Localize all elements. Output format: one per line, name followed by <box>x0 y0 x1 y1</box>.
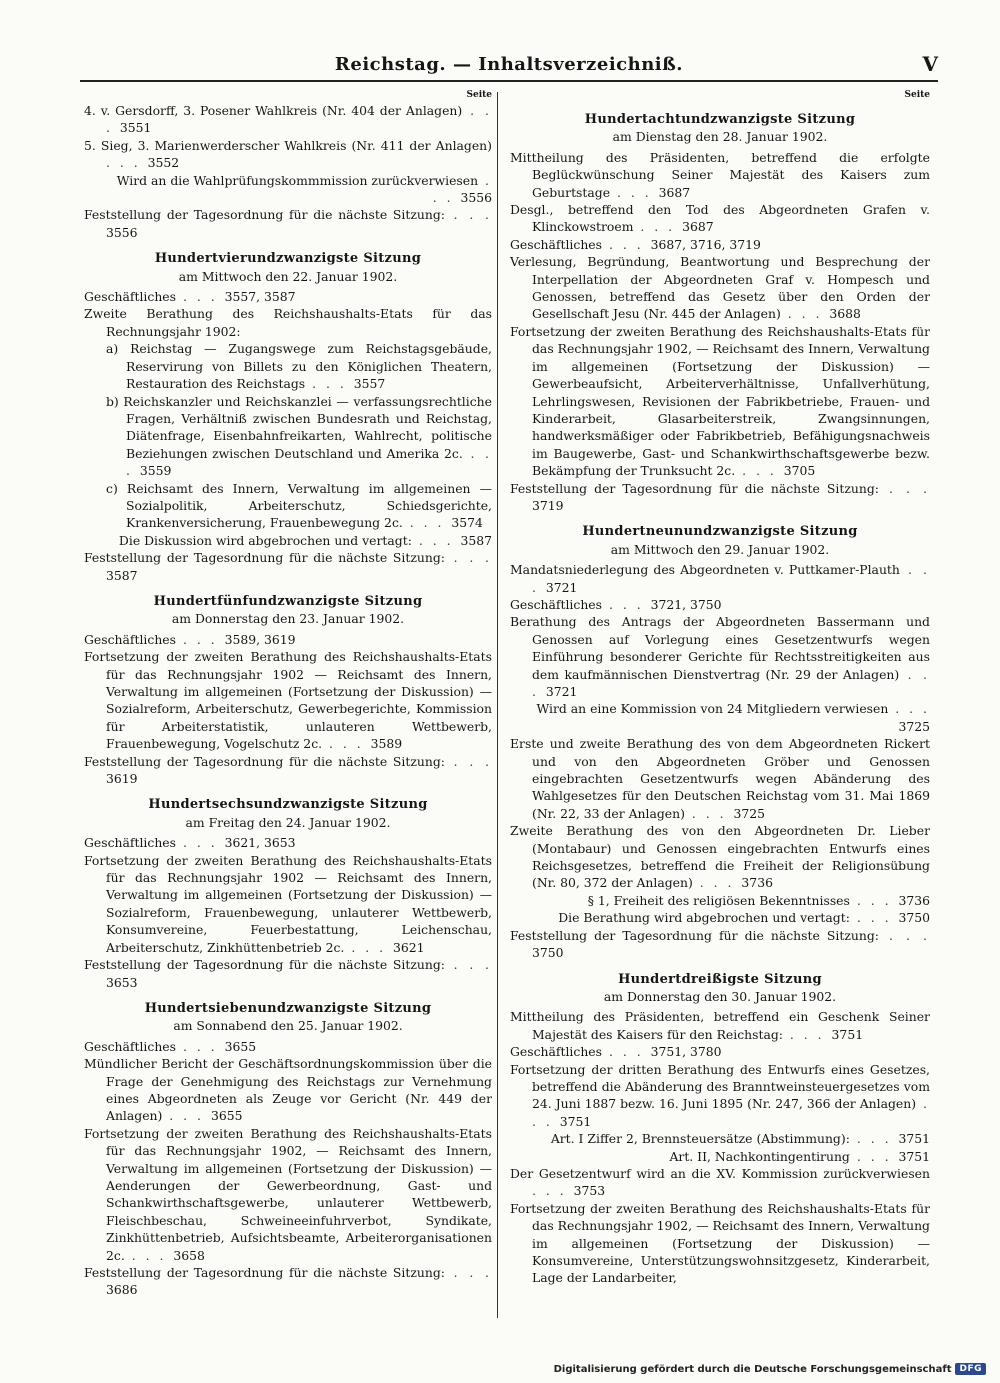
session-date: am Sonnabend den 25. Januar 1902. <box>173 1018 403 1034</box>
leader-dots: . . . <box>124 1247 174 1263</box>
leader-dots: . . . <box>322 736 371 752</box>
left-intro-entries <box>84 102 492 241</box>
leader-dots: . . . <box>532 1096 930 1129</box>
toc-entry <box>510 700 930 735</box>
toc-entry <box>84 288 492 305</box>
entry-page-number: 3750 <box>532 945 564 961</box>
toc-entry <box>510 480 930 515</box>
entry-page-number: 3719 <box>532 497 564 513</box>
toc-entry <box>84 1038 492 1055</box>
toc-entry <box>84 532 492 549</box>
leader-dots: . . . <box>849 1148 899 1164</box>
entry-page-number: 3751 <box>898 1148 930 1164</box>
entry-text: Zweite Berathung des von den Abgeordneten Dr. Lieber (Montabaur) und Genossen eingebrachten Entwurfs eines Reichsgesetzes, betreffend die Freiheit der Religionsübung (Nr. 80, 372 der Anlagen) <box>510 823 930 891</box>
page-number: V <box>922 52 938 76</box>
leader-dots: . . . <box>735 463 784 479</box>
footer-credit <box>554 1363 986 1375</box>
leader-dots: . . . <box>411 532 461 548</box>
toc-entry <box>84 480 492 532</box>
entry-text: Fortsetzung der zweiten Berathung des Reichshaushalts-Etats für das Rechnungsjahr 1902, — Reichsamt des Innern, Verwaltung im allgemeinen (Fortsetzung der Diskussion) — Konsumvereine, Unterstützungswohnsitzgesetz, Kinderarbeit, Lage der Landarbeiter, <box>510 1200 930 1286</box>
leader-dots: . . . <box>782 1026 832 1042</box>
entry-text: c) Reichsamt des Innern, Verwaltung im allgemeinen — Sozialpolitik, Arbeiterschutz, Schiedsgerichte, Krankenversicherung, Frauenbewegung 2c. <box>106 480 492 531</box>
right-sessions <box>510 111 930 1287</box>
entry-text: Mündlicher Bericht der Geschäftsordnungskommission über die Frage der Genehmigung des Reichstags zur Vernehmung eines Abgeordneten als Zeuge vor Gericht (Nr. 449 der Anlagen) <box>84 1056 492 1124</box>
entry-text: Zweite Berathung des Reichshaushalts-Etats für das Rechnungsjahr 1902: <box>84 306 492 339</box>
entry-text: Der Gesetzentwurf wird an die XV. Kommission zurückverwiesen <box>510 1165 930 1181</box>
seite-label: Seite <box>466 90 492 100</box>
entry-text: Die Diskussion wird abgebrochen und vertagt: <box>118 532 412 548</box>
entry-text: Fortsetzung der zweiten Berathung des Reichshaushalts-Etats für das Rechnungsjahr 1902 — Reichsamt des Innern, Verwaltung im allgemeinen (Fortsetzung der Diskussion) — Sozialreform, Arbeiterschutz, Gewerbegerichte, Kommission für Arbeiterstatistik, unlauteren Wettbewerb, Frauenbewegung, Vogelschutz 2c. <box>84 649 492 752</box>
session-title: Hundertsiebenundzwanzigste Sitzung <box>144 1000 432 1016</box>
entry-page-number: 3687 <box>682 219 714 235</box>
session-date: am Dienstag den 28. Januar 1902. <box>612 129 828 145</box>
leader-dots: . . . <box>444 957 492 973</box>
entry-text: Erste und zweite Berathung des von dem Abgeordneten Rickert und von den Abgeordneten Gröber und Genossen eingebrachten Gesetzentwurfs wegen Abänderung des Wahlgesetzes für den Deutschen Reichstag vom 31. Mai 1869 (Nr. 22, 33 der Anlagen) <box>510 736 930 821</box>
seite-label: Seite <box>904 90 930 100</box>
leader-dots: . . . <box>162 1108 211 1124</box>
toc-entry <box>510 149 930 201</box>
toc-entry <box>84 1055 492 1125</box>
toc-entry <box>84 340 492 392</box>
entry-text: Feststellung der Tagesordnung für die nächste Sitzung: <box>84 957 445 973</box>
entry-page-number: 3589 <box>370 736 403 752</box>
entry-page-number: 3556 <box>460 190 492 206</box>
leader-dots: . . . <box>780 306 830 322</box>
leader-dots: . . . <box>176 835 225 851</box>
entry-page-number: 3559 <box>139 463 172 479</box>
leader-dots: . . . <box>633 219 683 235</box>
entry-page-number: 3751, 3780 <box>650 1044 722 1060</box>
entry-page-number: 3557, 3587 <box>224 289 296 305</box>
entry-page-number: 3736 <box>741 875 773 891</box>
entry-page-number: 3750 <box>898 910 930 926</box>
entry-page-number: 3621 <box>392 939 425 955</box>
toc-entry <box>510 323 930 480</box>
leader-dots: . . . <box>344 939 393 955</box>
session-date: am Donnerstag den 23. Januar 1902. <box>171 611 405 627</box>
toc-entry <box>84 631 492 648</box>
entry-text: b) Reichskanzler und Reichskanzlei — verfassungsrechtliche Fragen, Verhältniß zwischen Bundesrath und Reichstag, Diätenfrage, Eisenbahnfreikarten, Wahlrecht, politische Beziehungen zwischen Deutschland und Amerika 2c. <box>106 393 492 461</box>
entry-text: Geschäftliches <box>84 835 176 851</box>
entry-page-number: 3556 <box>106 224 138 240</box>
leader-dots: . . . <box>432 172 492 206</box>
leader-dots: . . . <box>444 550 492 566</box>
entry-text: 4. v. Gersdorff, 3. Posener Wahlkreis (Nr. 404 der Anlagen) <box>84 103 463 118</box>
leader-dots: . . . <box>878 927 930 943</box>
leader-dots: . . . <box>444 207 492 223</box>
entry-text: Feststellung der Tagesordnung für die nächste Sitzung: <box>510 927 879 943</box>
toc-entry <box>84 393 492 480</box>
entry-text: Art. II, Nachkontingentirung <box>669 1148 850 1164</box>
session-date: am Freitag den 24. Januar 1902. <box>185 814 391 830</box>
toc-entry <box>510 236 930 253</box>
entry-page-number: 3721 <box>545 579 578 595</box>
leader-dots: . . . <box>106 103 492 136</box>
entry-text: Berathung des Antrags der Abgeordneten Bassermann und Genossen auf Vorlegung eines Gesetzentwurfs wegen Einführung besonderer Gerichte für Rechtsstreitigkeiten aus dem kaufmännischen Dienstvertrag (Nr. 29 der Anlagen) <box>510 614 930 682</box>
dfg-logo: DFG <box>955 1363 986 1375</box>
toc-entry <box>84 305 492 340</box>
leader-dots: . . . <box>444 753 492 769</box>
entry-text: Geschäftliches <box>84 1038 176 1054</box>
leader-dots: . . . <box>610 184 659 200</box>
session-title: Hundertvierundzwanzigste Sitzung <box>154 251 422 267</box>
entry-text: Feststellung der Tagesordnung für die nächste Sitzung: <box>84 207 445 223</box>
entry-text: Art. I Ziffer 2, Brennsteuersätze (Abstimmung): <box>550 1131 850 1147</box>
entry-text: Mandatsniederlegung des Abgeordneten v. Puttkamer-Plauth <box>510 562 900 578</box>
entry-text: Feststellung der Tagesordnung für die nächste Sitzung: <box>84 1265 445 1280</box>
toc-entry <box>84 834 492 851</box>
toc-entry <box>510 1130 930 1147</box>
left-column <box>84 88 492 1324</box>
toc-entry <box>510 1148 930 1165</box>
entry-text: Feststellung der Tagesordnung für die nächste Sitzung: <box>510 480 879 496</box>
leader-dots: . . . <box>126 445 492 479</box>
page-header <box>80 50 938 82</box>
entry-text: § 1, Freiheit des religiösen Bekenntnisses <box>587 892 850 908</box>
leader-dots: . . . <box>602 236 651 252</box>
leader-dots: . . . <box>888 701 930 717</box>
entry-page-number: 3655 <box>224 1038 257 1054</box>
entry-text: Desgl., betreffend den Tod des Abgeordneten Grafen v. Klinckowstroem <box>510 202 930 235</box>
toc-entry <box>84 852 492 956</box>
leader-dots: . . . <box>305 376 354 392</box>
entry-text: a) Reichstag — Zugangswege zum Reichstagsgebäude, Reservirung von Billets zu den Königlichen Theatern, Restauration des Reichstags <box>106 341 492 392</box>
toc-entry <box>510 1008 930 1043</box>
toc-entry <box>84 1125 492 1264</box>
leader-dots: . . . <box>176 1038 225 1054</box>
entry-text: Feststellung der Tagesordnung für die nächste Sitzung: <box>84 550 445 566</box>
toc-entry <box>510 1061 930 1131</box>
toc-entry <box>84 549 492 584</box>
toc-entry <box>510 822 930 892</box>
session-date: am Donnerstag den 30. Januar 1902. <box>603 988 837 1004</box>
toc-entry <box>84 102 492 137</box>
entry-page-number: 3574 <box>451 515 483 531</box>
toc-entry <box>84 1264 492 1299</box>
right-column <box>510 88 930 1324</box>
entry-page-number: 3687, 3716, 3719 <box>650 236 761 252</box>
running-title: Reichstag. — Inhaltsverzeichniß. <box>334 54 684 75</box>
entry-text: Die Berathung wird abgebrochen und vertagt: <box>558 910 850 926</box>
toc-entry <box>510 1165 930 1200</box>
toc-entry <box>510 561 930 596</box>
leader-dots: . . . <box>444 1265 492 1280</box>
leader-dots: . . . <box>602 596 651 612</box>
session-date: am Mittwoch den 22. Januar 1902. <box>178 268 398 284</box>
entry-text: Wird an die Wahlprüfungskommmission zurückverwiesen <box>116 172 479 188</box>
leader-dots: . . . <box>176 289 225 305</box>
entry-text: Fortsetzung der zweiten Berathung des Reichshaushalts-Etats für das Rechnungsjahr 1902, — Reichsamt des Innern, Verwaltung im allgemeinen (Fortsetzung der Diskussion) — Aenderungen der Gewerbeordnung, Gast- und Schankwirthschaftsgewerbe, unlauterer Wettbewerb, Fleischbeschau, Schweineeinfuhrverbot, Syndikate, Zinkhüttenbetrieb, Aufsichtsbeamte, Arbeiterorganisationen 2c. <box>84 1125 492 1263</box>
toc-entry <box>510 909 930 926</box>
session-title: Hundertachtundzwanzigste Sitzung <box>584 112 856 127</box>
entry-text: Fortsetzung der dritten Berathung des Entwurfs eines Gesetzes, betreffend die Abänderung des Branntweinsteuergesetzes vom 24. Juni 1887 bezw. 16. Juni 1895 (Nr. 247, 366 der Anlagen) <box>510 1061 930 1112</box>
leader-dots: . . . <box>849 892 899 908</box>
toc-entry <box>510 1200 930 1287</box>
entry-page-number: 3557 <box>353 376 386 392</box>
leader-dots: . . . <box>692 875 742 891</box>
column-divider <box>497 92 498 1318</box>
entry-text: Fortsetzung der zweiten Berathung des Reichshaushalts-Etats für das Rechnungsjahr 1902, — Reichsamt des Innern, Verwaltung im allgemeinen (Fortsetzung der Diskussion) — Gewerbeaufsicht, Arbeiterverhältnisse, Unfallverhütung, Lehrlingswesen, Revisionen der Fabrikbetriebe, Frauen- und Kinderarbeit, Glasarbeiterstreik, Zwangsinnungen, handwerksmäßiger oder Fabrikbetrieb, Befähigungsnachweis im Baugewerbe, Gast- und Schankwirthschaftsgewerbe bezw. Bekämpfung der Trunksucht 2c. <box>510 323 930 479</box>
entry-page-number: 3721, 3750 <box>650 596 722 612</box>
entry-text: Wird an eine Kommission von 24 Mitgliedern verwiesen <box>536 701 889 717</box>
entry-page-number: 3619 <box>106 771 138 787</box>
entry-text: Geschäftliches <box>510 1044 602 1060</box>
toc-entry <box>84 956 492 991</box>
entry-page-number: 3551 <box>119 120 152 136</box>
entry-text: Fortsetzung der zweiten Berathung des Reichshaushalts-Etats für das Rechnungsjahr 1902 — Reichsamt des Innern, Verwaltung im allgemeinen (Fortsetzung der Diskussion) — Sozialreform, Frauenbewegung, unlauterer Wettbewerb, Konsumvereine, Feuerbestattung, Leichenschau, Arbeiterschutz, Zinkhüttenbetrieb 2c. <box>84 852 492 955</box>
session-title: Hundertdreißigste Sitzung <box>618 971 822 987</box>
entry-page-number: 3686 <box>106 1282 138 1298</box>
entry-page-number: 3552 <box>147 155 180 171</box>
toc-entry <box>510 613 930 700</box>
entry-text: Mittheilung des Präsidenten, betreffend die erfolgte Beglückwünschung Seiner Majestät des Kaisers zum Geburtstage <box>510 149 930 200</box>
leader-dots: . . . <box>176 631 225 647</box>
leader-dots: . . . <box>532 562 930 595</box>
toc-entry <box>84 137 492 172</box>
leader-dots: . . . <box>684 805 734 821</box>
session-title: Hundertsechsundzwanzigste Sitzung <box>148 797 428 813</box>
entry-page-number: 3705 <box>783 463 816 479</box>
entry-page-number: 3621, 3653 <box>224 835 296 851</box>
session-title: Hundertneunundzwanzigste Sitzung <box>582 524 858 540</box>
entry-page-number: 3725 <box>898 718 930 734</box>
session-date: am Mittwoch den 29. Januar 1902. <box>610 541 830 557</box>
entry-page-number: 3589, 3619 <box>224 631 296 647</box>
toc-entry <box>510 1043 930 1060</box>
entry-page-number: 3753 <box>573 1183 606 1199</box>
entry-page-number: 3655 <box>210 1108 243 1124</box>
leader-dots: . . . <box>402 515 452 531</box>
toc-entry <box>510 892 930 909</box>
entry-page-number: 3725 <box>733 805 766 821</box>
entry-page-number: 3587 <box>460 532 492 548</box>
entry-page-number: 3653 <box>106 974 138 990</box>
session-title: Hundertfünfundzwanzigste Sitzung <box>153 593 423 609</box>
leader-dots: . . . <box>878 480 930 496</box>
toc-entry <box>84 648 492 752</box>
entry-text: Geschäftliches <box>84 631 176 647</box>
entry-page-number: 3751 <box>831 1026 864 1042</box>
leader-dots: . . . <box>532 1183 574 1199</box>
toc-entry <box>510 253 930 323</box>
left-sessions <box>84 250 492 1299</box>
entry-text: Feststellung der Tagesordnung für die nächste Sitzung: <box>84 753 445 769</box>
entry-page-number: 3587 <box>106 567 138 583</box>
leader-dots: . . . <box>106 155 148 171</box>
entry-page-number: 3751 <box>898 1131 930 1147</box>
leader-dots: . . . <box>602 1044 651 1060</box>
entry-text: Mittheilung des Präsidenten, betreffend ein Geschenk Seiner Majestät des Kaisers für den Reichstag: <box>510 1009 930 1042</box>
entry-text: Geschäftliches <box>510 596 602 612</box>
entry-page-number: 3721 <box>545 684 578 699</box>
entry-page-number: 3751 <box>559 1113 592 1129</box>
footer-text: Digitalisierung gefördert durch die Deutsche Forschungsgemeinschaft <box>553 1363 952 1375</box>
entry-page-number: 3736 <box>898 892 930 908</box>
leader-dots: . . . <box>849 910 899 926</box>
toc-entry <box>510 927 930 962</box>
entry-page-number: 3688 <box>829 306 861 322</box>
entry-text: 5. Sieg, 3. Marienwerderscher Wahlkreis (Nr. 411 der Anlagen) <box>84 137 492 153</box>
leader-dots: . . . <box>849 1131 899 1147</box>
entry-text: Geschäftliches <box>510 236 602 252</box>
entry-page-number: 3687 <box>658 184 691 200</box>
toc-entry <box>84 753 492 788</box>
entry-page-number: 3658 <box>173 1247 205 1263</box>
entry-text: Verlesung, Begründung, Beantwortung und Besprechung der Interpellation der Abgeordneten Graf v. Hompesch und Genossen, betreffend das Gesetz über den Orden der Gesellschaft Jesu (Nr. 445 der Anlagen) <box>510 254 930 322</box>
toc-entry <box>510 735 930 822</box>
toc-entry <box>510 201 930 236</box>
entry-text: Geschäftliches <box>84 289 176 305</box>
toc-entry <box>510 596 930 613</box>
leader-dots: . . . <box>532 666 930 699</box>
toc-entry <box>84 206 492 241</box>
toc-entry <box>84 172 492 207</box>
